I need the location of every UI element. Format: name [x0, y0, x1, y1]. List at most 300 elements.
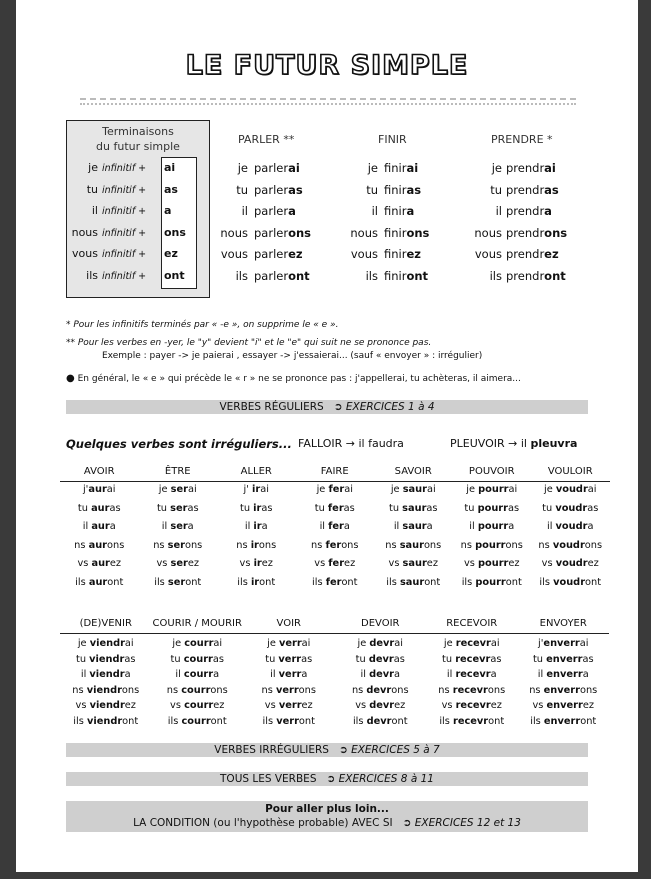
parler-stem: parler — [254, 268, 289, 283]
irregular-form — [139, 518, 218, 537]
title-underline — [80, 98, 576, 102]
parler-stem: parler — [254, 182, 289, 197]
form-pronoun: tu — [77, 502, 92, 514]
irregular-form — [243, 652, 335, 668]
prendre-ending: ai — [544, 161, 556, 175]
form-stem: devr — [366, 716, 392, 727]
form-ending: ez — [582, 700, 595, 712]
ending-infinitive: infinitif + — [102, 249, 147, 260]
endings-heading-line1: Terminaisons — [102, 125, 174, 138]
irregular-form — [453, 481, 532, 500]
prendre-stem: prendr — [506, 204, 545, 218]
irregular-form — [374, 518, 453, 537]
form-ending: ont — [185, 576, 202, 588]
form-ending: ont — [424, 576, 441, 588]
form-stem: viendr — [89, 638, 125, 649]
form-ending: ont — [505, 576, 522, 588]
irregular-form — [296, 481, 375, 500]
finir-ending: ons — [406, 225, 430, 240]
form-ending: ai — [301, 638, 311, 649]
form-stem: pourr — [477, 521, 509, 532]
irregular-form — [243, 714, 335, 730]
form-ending: as — [343, 502, 355, 514]
irregular-form — [453, 500, 532, 519]
form-stem: verr — [278, 638, 302, 649]
form-ending: as — [109, 502, 121, 514]
irregular-header: VOULOIR — [547, 466, 593, 477]
form-pronoun: ns — [72, 684, 87, 696]
finir-form — [384, 269, 428, 283]
ending-pronoun: vous — [72, 247, 98, 260]
form-ending: ons — [423, 539, 442, 551]
ending-row — [66, 243, 208, 265]
parler-stem: parler — [254, 247, 289, 261]
form-pronoun: ils — [75, 576, 89, 588]
finir-pronoun: nous — [350, 225, 378, 240]
form-pronoun: il — [393, 521, 403, 532]
form-pronoun: ils — [262, 716, 277, 727]
ending-pronoun: tu — [86, 182, 98, 196]
form-ending: a — [301, 669, 308, 681]
form-ending: a — [124, 669, 131, 681]
irregular-form — [453, 537, 532, 556]
ending-pronoun: je — [88, 161, 98, 174]
form-ending: ez — [344, 558, 356, 569]
irregular-form — [426, 714, 518, 730]
ending-row — [66, 157, 208, 179]
form-stem: saur — [399, 539, 424, 551]
finir-ending: ai — [406, 161, 419, 175]
form-stem: recevr — [455, 669, 491, 681]
form-ending: ai — [508, 484, 518, 495]
irregular-form — [518, 652, 610, 668]
form-ending: ons — [584, 539, 603, 551]
form-stem: courr — [183, 669, 214, 681]
ending-value: ai — [164, 161, 176, 174]
form-ending: ont — [122, 716, 139, 727]
prendre-form — [506, 226, 567, 240]
irregular-form — [60, 574, 139, 593]
form-ending: ai — [124, 638, 134, 649]
form-pronoun: tu — [265, 653, 279, 665]
irregular-form — [531, 500, 610, 519]
form-stem: voudr — [555, 502, 588, 514]
form-pronoun: tu — [542, 502, 556, 514]
form-pronoun: ils — [461, 576, 476, 588]
form-pronoun: vs — [156, 558, 171, 569]
form-stem: ir — [253, 558, 262, 569]
form-pronoun: ns — [236, 539, 251, 551]
form-stem: aur — [91, 558, 110, 569]
form-pronoun: vs — [388, 558, 403, 569]
form-pronoun: ils — [312, 576, 326, 588]
title-underline-dots — [80, 103, 576, 107]
form-stem: enverr — [543, 716, 581, 727]
finir-pronoun: ils — [365, 268, 378, 283]
form-stem: verr — [275, 684, 299, 696]
form-pronoun: je — [267, 638, 279, 649]
form-pronoun: tu — [388, 502, 403, 514]
form-pronoun: ils — [167, 716, 182, 727]
form-stem: ser — [170, 521, 188, 532]
prendre-pronoun: vous — [474, 247, 502, 261]
form-pronoun: il — [270, 669, 279, 681]
form-ending: ons — [258, 539, 277, 551]
form-pronoun: ns — [438, 684, 453, 696]
form-pronoun: ns — [460, 539, 476, 551]
irregular-form — [139, 574, 218, 593]
form-stem: pourr — [475, 539, 506, 551]
form-pronoun: je — [390, 484, 403, 495]
form-pronoun: je — [466, 484, 479, 495]
form-ending: a — [426, 521, 433, 532]
form-stem: devr — [369, 638, 395, 649]
parler-pronoun: nous — [220, 225, 248, 240]
form-stem: recevr — [455, 653, 491, 665]
form-ending: ons — [210, 684, 228, 696]
band-regular-label: VERBES RÉGULIERS — [219, 401, 324, 413]
ending-infinitive: infinitif + — [102, 206, 147, 217]
irregular-form — [426, 698, 518, 714]
form-stem: viendr — [89, 700, 125, 712]
ending-infinitive: infinitif + — [102, 227, 147, 239]
form-stem: recevr — [455, 700, 491, 712]
form-stem: ser — [170, 502, 188, 514]
form-pronoun: il — [244, 521, 254, 532]
parler-pronoun: je — [237, 161, 248, 175]
form-pronoun: je — [172, 638, 185, 649]
form-stem: saur — [402, 484, 427, 495]
form-pronoun: tu — [355, 653, 369, 665]
irregular-form — [139, 481, 218, 500]
form-pronoun: il — [161, 521, 171, 532]
irregular-form — [374, 555, 453, 574]
note-3: Exemple : payer -> je paierai , essayer -> j'essaierai... (sauf « envoyer » : irrégulier) — [102, 351, 483, 361]
irregular-form — [243, 683, 335, 699]
falloir-pronoun: il — [358, 437, 369, 450]
form-ending: ons — [505, 539, 523, 551]
going-further-title: Pour aller plus loin... — [265, 803, 389, 815]
form-ending: ai — [344, 484, 353, 495]
irregular-form — [531, 555, 610, 574]
prendre-ending: as — [544, 182, 559, 197]
form-ending: ont — [391, 716, 408, 727]
prendre-form — [506, 269, 566, 283]
form-stem: courr — [181, 716, 211, 727]
form-stem: pourr — [477, 558, 509, 569]
form-ending: as — [393, 653, 405, 665]
form-ending: as — [587, 502, 599, 514]
prendre-form — [506, 161, 556, 175]
form-pronoun: vs — [170, 700, 185, 712]
form-pronoun: il — [469, 521, 478, 532]
ending-value: ont — [164, 268, 185, 282]
irregular-form — [60, 714, 152, 730]
form-pronoun: vs — [239, 558, 254, 569]
irregular-header: ÊTRE — [164, 466, 191, 477]
form-stem: saur — [399, 576, 425, 588]
band-all-exercises[interactable]: EXERCICES 8 à 11 — [338, 773, 434, 785]
irregular-header: ALLER — [240, 466, 272, 477]
form-pronoun: vs — [541, 558, 556, 569]
form-stem: voudr — [555, 484, 588, 495]
form-stem: enverr — [546, 700, 583, 712]
form-pronoun: ns — [153, 539, 168, 551]
irregular-form — [531, 537, 610, 556]
parler-form — [254, 247, 303, 261]
pleuvoir-pronoun: il — [520, 437, 531, 450]
irregular-form — [60, 555, 139, 574]
form-ending: ont — [107, 576, 124, 588]
form-stem: saur — [402, 558, 427, 569]
band-irregular-exercises[interactable]: EXERCICES 5 à 7 — [351, 744, 440, 756]
form-pronoun: tu — [76, 653, 90, 665]
ending-row — [66, 200, 208, 222]
form-ending: as — [187, 502, 199, 514]
parler-ending: ai — [288, 161, 300, 175]
irregular-header: (DE)VENIR — [79, 618, 132, 629]
parler-ending: ez — [288, 247, 303, 261]
endings-heading-line2: du futur simple — [96, 140, 180, 153]
form-ending: ons — [298, 684, 316, 696]
header-finir: FINIR — [378, 133, 407, 146]
finir-ending: a — [406, 204, 415, 218]
irregular-form — [152, 652, 244, 668]
parler-pronoun: vous — [220, 247, 248, 261]
irregular-form — [217, 574, 296, 593]
irregular-form — [60, 518, 139, 537]
form-pronoun: vs — [77, 558, 92, 569]
exercise-arrow-icon: ➲ — [402, 817, 412, 829]
prendre-stem: prendr — [506, 247, 545, 261]
finir-form — [384, 161, 418, 175]
irregular-form — [60, 500, 139, 519]
form-pronoun: je — [443, 638, 456, 649]
speech-icon: ● — [66, 373, 75, 384]
form-ending: ez — [301, 700, 313, 712]
form-ending: a — [187, 521, 194, 532]
parler-form — [254, 183, 303, 197]
form-stem: devr — [366, 684, 392, 696]
ending-value: a — [164, 204, 172, 217]
irregular-form — [217, 481, 296, 500]
prendre-pronoun: il — [495, 204, 502, 218]
form-pronoun: ils — [530, 716, 544, 727]
form-pronoun: ils — [539, 576, 554, 588]
irregular-form — [453, 574, 532, 593]
page-title: LE FUTUR SIMPLE — [185, 50, 469, 81]
finir-pronoun: tu — [366, 182, 378, 197]
form-ending: ons — [107, 539, 125, 551]
finir-stem: finir — [384, 225, 407, 240]
irregular-form — [243, 698, 335, 714]
irregular-form — [335, 667, 427, 683]
form-stem: enverr — [546, 653, 583, 665]
ending-pronoun: nous — [71, 225, 98, 239]
finir-form — [384, 247, 421, 261]
note-1: * Pour les infinitifs terminés par « -e », on supprime le « e ». — [66, 320, 339, 330]
form-pronoun: vs — [75, 700, 90, 712]
form-stem: pourr — [475, 576, 506, 588]
form-pronoun: tu — [314, 502, 328, 514]
prendre-ending: a — [544, 204, 552, 218]
ending-pronoun: il — [91, 204, 98, 217]
form-ending: ez — [109, 558, 122, 569]
irregular-header-rule — [60, 633, 609, 634]
form-stem: enverr — [543, 684, 580, 696]
note-4-row — [66, 373, 521, 384]
form-ending: ez — [426, 558, 438, 569]
irregular-form — [426, 652, 518, 668]
form-pronoun: je — [357, 638, 370, 649]
form-ending: ai — [260, 484, 269, 495]
finir-pronoun: vous — [350, 247, 378, 261]
irregular-form — [217, 555, 296, 574]
form-stem: courr — [183, 653, 213, 665]
form-ending: ons — [121, 684, 140, 696]
irregular-form — [453, 518, 532, 537]
ending-infinitive: infinitif + — [102, 270, 147, 282]
form-stem: viendr — [86, 684, 122, 696]
band-all-label: TOUS LES VERBES — [220, 773, 317, 785]
irregular-form — [60, 667, 152, 683]
form-ending: ont — [488, 716, 505, 727]
form-ending: ons — [184, 539, 203, 551]
form-ending: ez — [508, 558, 520, 569]
irregular-form — [426, 683, 518, 699]
form-pronoun: tu — [464, 502, 478, 514]
irregular-form — [152, 714, 244, 730]
form-pronoun: il — [446, 669, 456, 681]
irregular-form — [335, 683, 427, 699]
prendre-ending: ont — [544, 268, 566, 283]
irregular-form — [518, 714, 610, 730]
irregular-form — [152, 667, 244, 683]
finir-pronoun: je — [367, 161, 378, 175]
finir-stem: finir — [384, 161, 407, 175]
form-stem: aur — [88, 576, 108, 588]
irregular-form — [296, 500, 375, 519]
form-ending: as — [490, 653, 502, 665]
finir-stem: finir — [384, 204, 407, 218]
form-ending: ont — [210, 716, 227, 727]
form-ending: a — [582, 669, 589, 681]
form-ending: ai — [394, 638, 403, 649]
form-stem: fer — [325, 576, 342, 588]
going-further-line — [66, 816, 588, 830]
band-irregular-verbs[interactable] — [66, 743, 588, 757]
form-pronoun: ns — [74, 539, 89, 551]
form-stem: aur — [91, 521, 110, 532]
form-stem: recevr — [452, 684, 488, 696]
irregular-form — [531, 481, 610, 500]
irregular-form — [518, 683, 610, 699]
irregular-header: POUVOIR — [468, 466, 515, 477]
irregular-header: RECEVOIR — [446, 618, 498, 629]
pleuvoir-result: pleuvra — [530, 437, 578, 450]
finir-stem: finir — [384, 268, 407, 283]
form-ending: ont — [298, 716, 315, 727]
finir-form — [384, 204, 414, 218]
irregular-form — [139, 555, 218, 574]
irregular-form — [335, 714, 427, 730]
form-stem: recevr — [452, 716, 489, 727]
form-stem: fer — [328, 521, 344, 532]
band-all-verbs[interactable] — [66, 772, 588, 786]
form-ending: ont — [341, 576, 358, 588]
form-stem: aur — [91, 502, 110, 514]
exercise-arrow-icon: ➲ — [326, 773, 336, 785]
finir-stem: finir — [384, 247, 407, 261]
prendre-stem: prendr — [506, 182, 545, 197]
band-regular-exercises[interactable]: EXERCICES 1 à 4 — [345, 401, 435, 413]
form-ending: a — [261, 521, 268, 532]
form-pronoun: vs — [532, 700, 547, 712]
form-stem: verr — [276, 716, 299, 727]
form-ending: ai — [426, 484, 436, 495]
form-ending: as — [261, 502, 273, 514]
form-stem: enverr — [546, 669, 583, 681]
irregular-header: SAVOIR — [394, 466, 432, 477]
irregular-form — [152, 636, 244, 652]
band-going-further[interactable] — [66, 801, 588, 832]
ending-infinitive: infinitif + — [102, 184, 147, 196]
form-pronoun: tu — [156, 502, 171, 514]
parler-stem: parler — [254, 161, 289, 175]
form-pronoun: vs — [355, 700, 370, 712]
form-stem: viendr — [89, 669, 125, 681]
irregular-title: Quelques verbes sont irréguliers... — [66, 437, 292, 451]
form-pronoun: tu — [532, 653, 547, 665]
irregular-form — [243, 667, 335, 683]
form-stem: fer — [328, 484, 345, 495]
parler-stem: parler — [254, 204, 289, 218]
prendre-pronoun: je — [491, 161, 502, 175]
form-stem: voudr — [553, 576, 586, 588]
form-ending: ont — [259, 576, 276, 588]
irregular-header: VOIR — [276, 618, 301, 629]
band-condition-exercises[interactable]: EXERCICES 12 et 13 — [414, 817, 521, 829]
falloir-label: FALLOIR — [298, 437, 343, 450]
falloir-line — [298, 437, 404, 450]
form-stem: voudr — [555, 558, 588, 569]
form-pronoun: vs — [463, 558, 478, 569]
note-2: ** Pour les verbes en -yer, le "y" devient "i" et le "e" qui suit ne se prononce pas. — [66, 338, 432, 348]
form-pronoun: il — [175, 669, 184, 681]
form-pronoun: je — [316, 484, 329, 495]
form-ending: a — [393, 669, 400, 681]
form-pronoun: il — [537, 669, 547, 681]
form-stem: ir — [253, 521, 262, 532]
form-stem: viendr — [86, 716, 123, 727]
form-stem: viendr — [89, 653, 125, 665]
parler-form — [254, 161, 300, 175]
form-ending: ez — [490, 700, 502, 712]
pleuvoir-line — [450, 437, 577, 450]
irregular-form — [217, 537, 296, 556]
form-stem: ser — [170, 558, 188, 569]
form-pronoun: vs — [441, 700, 456, 712]
irregular-form — [243, 636, 335, 652]
form-stem: pourr — [478, 484, 509, 495]
form-ending: ont — [585, 576, 602, 588]
form-stem: verr — [278, 669, 302, 681]
band-regular-verbs[interactable] — [66, 400, 588, 414]
irregular-form — [518, 698, 610, 714]
irregular-form — [139, 500, 218, 519]
form-stem: voudr — [555, 521, 588, 532]
form-pronoun: ns — [261, 684, 276, 696]
